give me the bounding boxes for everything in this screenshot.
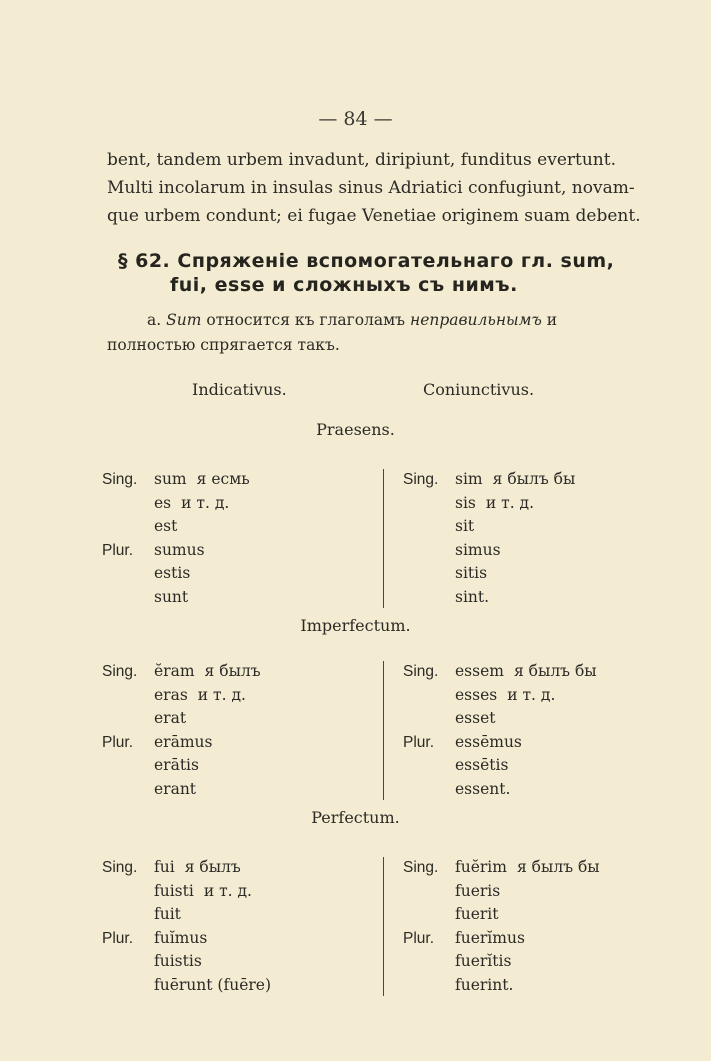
verb-form: sunt — [154, 587, 189, 606]
verb-form: fuerĭmus — [455, 928, 525, 947]
verb-form: erātis — [154, 756, 199, 774]
translation-gloss: я есмь — [196, 470, 250, 488]
verb-form: simus — [455, 540, 501, 559]
translation-gloss: я былъ бы — [513, 662, 597, 680]
translation-gloss: и т. д. — [485, 493, 535, 512]
number-label: Plur. — [102, 929, 134, 947]
conjugation-row — [403, 585, 499, 609]
conjugation-row — [102, 683, 246, 707]
verb-form: esses — [455, 685, 498, 704]
tense-title: Perfectum. — [311, 808, 400, 827]
conjugation-row — [403, 926, 535, 951]
verb-form: essēmus — [455, 732, 522, 751]
conjugation-row — [403, 879, 510, 903]
translation-gloss: я былъ — [204, 662, 261, 680]
conjugation-row — [102, 777, 206, 801]
verb-form: erat — [154, 709, 187, 727]
conjugation-row — [102, 730, 222, 755]
note-middle: относится къ глаголамъ — [206, 311, 406, 329]
number-label: Plur. — [403, 929, 435, 947]
section-heading-line-2: fui, esse и сложныхъ съ нимъ. — [170, 274, 518, 296]
verb-form: essētis — [455, 756, 509, 774]
verb-form: fuerint. — [455, 975, 514, 994]
conjugation-row — [403, 730, 532, 755]
number-label: Sing. — [403, 859, 439, 876]
number-label: Sing. — [102, 471, 138, 488]
verb-form: sint. — [455, 587, 490, 606]
translation-gloss: и т. д. — [197, 685, 246, 704]
verb-form: fuĕrim — [455, 858, 507, 876]
column-title-coniunctivus: Coniunctivus. — [423, 380, 535, 399]
conjugation-row — [403, 683, 555, 707]
number-label: Plur. — [102, 541, 134, 559]
conjugation-row — [102, 879, 252, 903]
conjugation-row — [102, 855, 241, 880]
column-divider — [383, 469, 384, 608]
note-line-2: полностью спрягается такъ. — [107, 336, 340, 354]
verb-form: sit — [455, 517, 475, 535]
intro-line-3: que urbem condunt; ei fugae Venetiae originem suam debent. — [107, 206, 641, 226]
conjugation-row — [403, 902, 509, 926]
number-label: Sing. — [102, 663, 138, 680]
conjugation-row — [102, 561, 200, 585]
note-line-1 — [147, 311, 557, 329]
column-divider — [383, 661, 384, 800]
intro-line-1: bent, tandem urbem invadunt, diripiunt, funditus evertunt. — [107, 150, 616, 170]
conjugation-row — [102, 585, 198, 609]
translation-gloss: и т. д. — [203, 881, 252, 900]
conjugation-row — [403, 973, 523, 997]
verb-form: fuisti — [154, 881, 194, 900]
verb-form: erāmus — [154, 732, 213, 751]
verb-form: es — [154, 493, 172, 512]
conjugation-row — [403, 514, 484, 538]
verb-form: sim — [455, 470, 483, 488]
conjugation-row — [403, 561, 497, 585]
verb-form: fuērunt (fuēre) — [154, 975, 271, 994]
conjugation-row — [102, 753, 209, 777]
conjugation-row — [403, 777, 520, 801]
verb-form: fuit — [154, 905, 181, 923]
conjugation-row — [102, 467, 250, 492]
conjugation-row — [102, 659, 261, 684]
conjugation-row — [403, 491, 534, 515]
column-title-indicativus: Indicativus. — [192, 380, 287, 399]
conjugation-row — [403, 467, 575, 492]
intro-line-2: Multi incolarum in insulas sinus Adriatici confugiunt, novam- — [107, 178, 635, 198]
tense-title: Praesens. — [316, 420, 395, 439]
conjugation-row — [102, 514, 187, 538]
translation-gloss: я былъ — [184, 858, 241, 876]
verb-form: sumus — [154, 540, 205, 559]
verb-form: erant — [154, 779, 197, 798]
note-emph: неправильнымъ — [409, 311, 542, 329]
conjugation-row — [102, 926, 217, 951]
verb-form: est — [154, 517, 178, 535]
conjugation-row — [102, 538, 215, 563]
translation-gloss: я былъ бы — [516, 858, 600, 876]
number-label: Sing. — [403, 471, 439, 488]
conjugation-row — [403, 949, 521, 973]
verb-form: fuĭmus — [154, 928, 208, 947]
translation-gloss: и т. д. — [507, 685, 556, 704]
verb-form: eras — [154, 685, 188, 704]
conjugation-row — [102, 973, 281, 997]
verb-form: essem — [455, 662, 504, 680]
verb-form: fui — [154, 858, 175, 876]
note-verb: Sum — [166, 311, 202, 329]
conjugation-row — [102, 706, 196, 730]
number-label: Sing. — [102, 859, 138, 876]
note-prefix: a. — [147, 311, 162, 329]
conjugation-row — [102, 949, 212, 973]
conjugation-row — [102, 902, 191, 926]
conjugation-row — [403, 659, 597, 684]
number-label: Plur. — [403, 733, 435, 751]
verb-form: fuerit — [455, 905, 499, 923]
verb-form: estis — [154, 564, 191, 582]
verb-form: ĕram — [154, 662, 195, 680]
tense-title: Imperfectum. — [300, 616, 411, 635]
section-heading-line-1: § 62. Спряженіе вспомогательнаго гл. sum, — [118, 250, 615, 272]
verb-form: fuistis — [154, 952, 202, 970]
translation-gloss: я былъ бы — [492, 470, 576, 488]
verb-form: sitis — [455, 564, 488, 582]
verb-form: essent. — [455, 779, 511, 798]
conjugation-row — [403, 538, 511, 562]
column-divider — [383, 857, 384, 996]
translation-gloss: и т. д. — [181, 493, 230, 512]
verb-form: sis — [455, 493, 476, 512]
conjugation-row — [403, 855, 600, 880]
page-number: — 84 — — [318, 108, 393, 130]
conjugation-row — [403, 706, 505, 730]
conjugation-row — [403, 753, 518, 777]
number-label: Sing. — [403, 663, 439, 680]
verb-form: fueris — [455, 881, 501, 900]
note-suffix: и — [546, 311, 558, 329]
verb-form: esset — [455, 709, 496, 727]
verb-form: fuerĭtis — [455, 952, 512, 970]
verb-form: sum — [154, 470, 187, 488]
number-label: Plur. — [102, 733, 134, 751]
conjugation-row — [102, 491, 229, 515]
